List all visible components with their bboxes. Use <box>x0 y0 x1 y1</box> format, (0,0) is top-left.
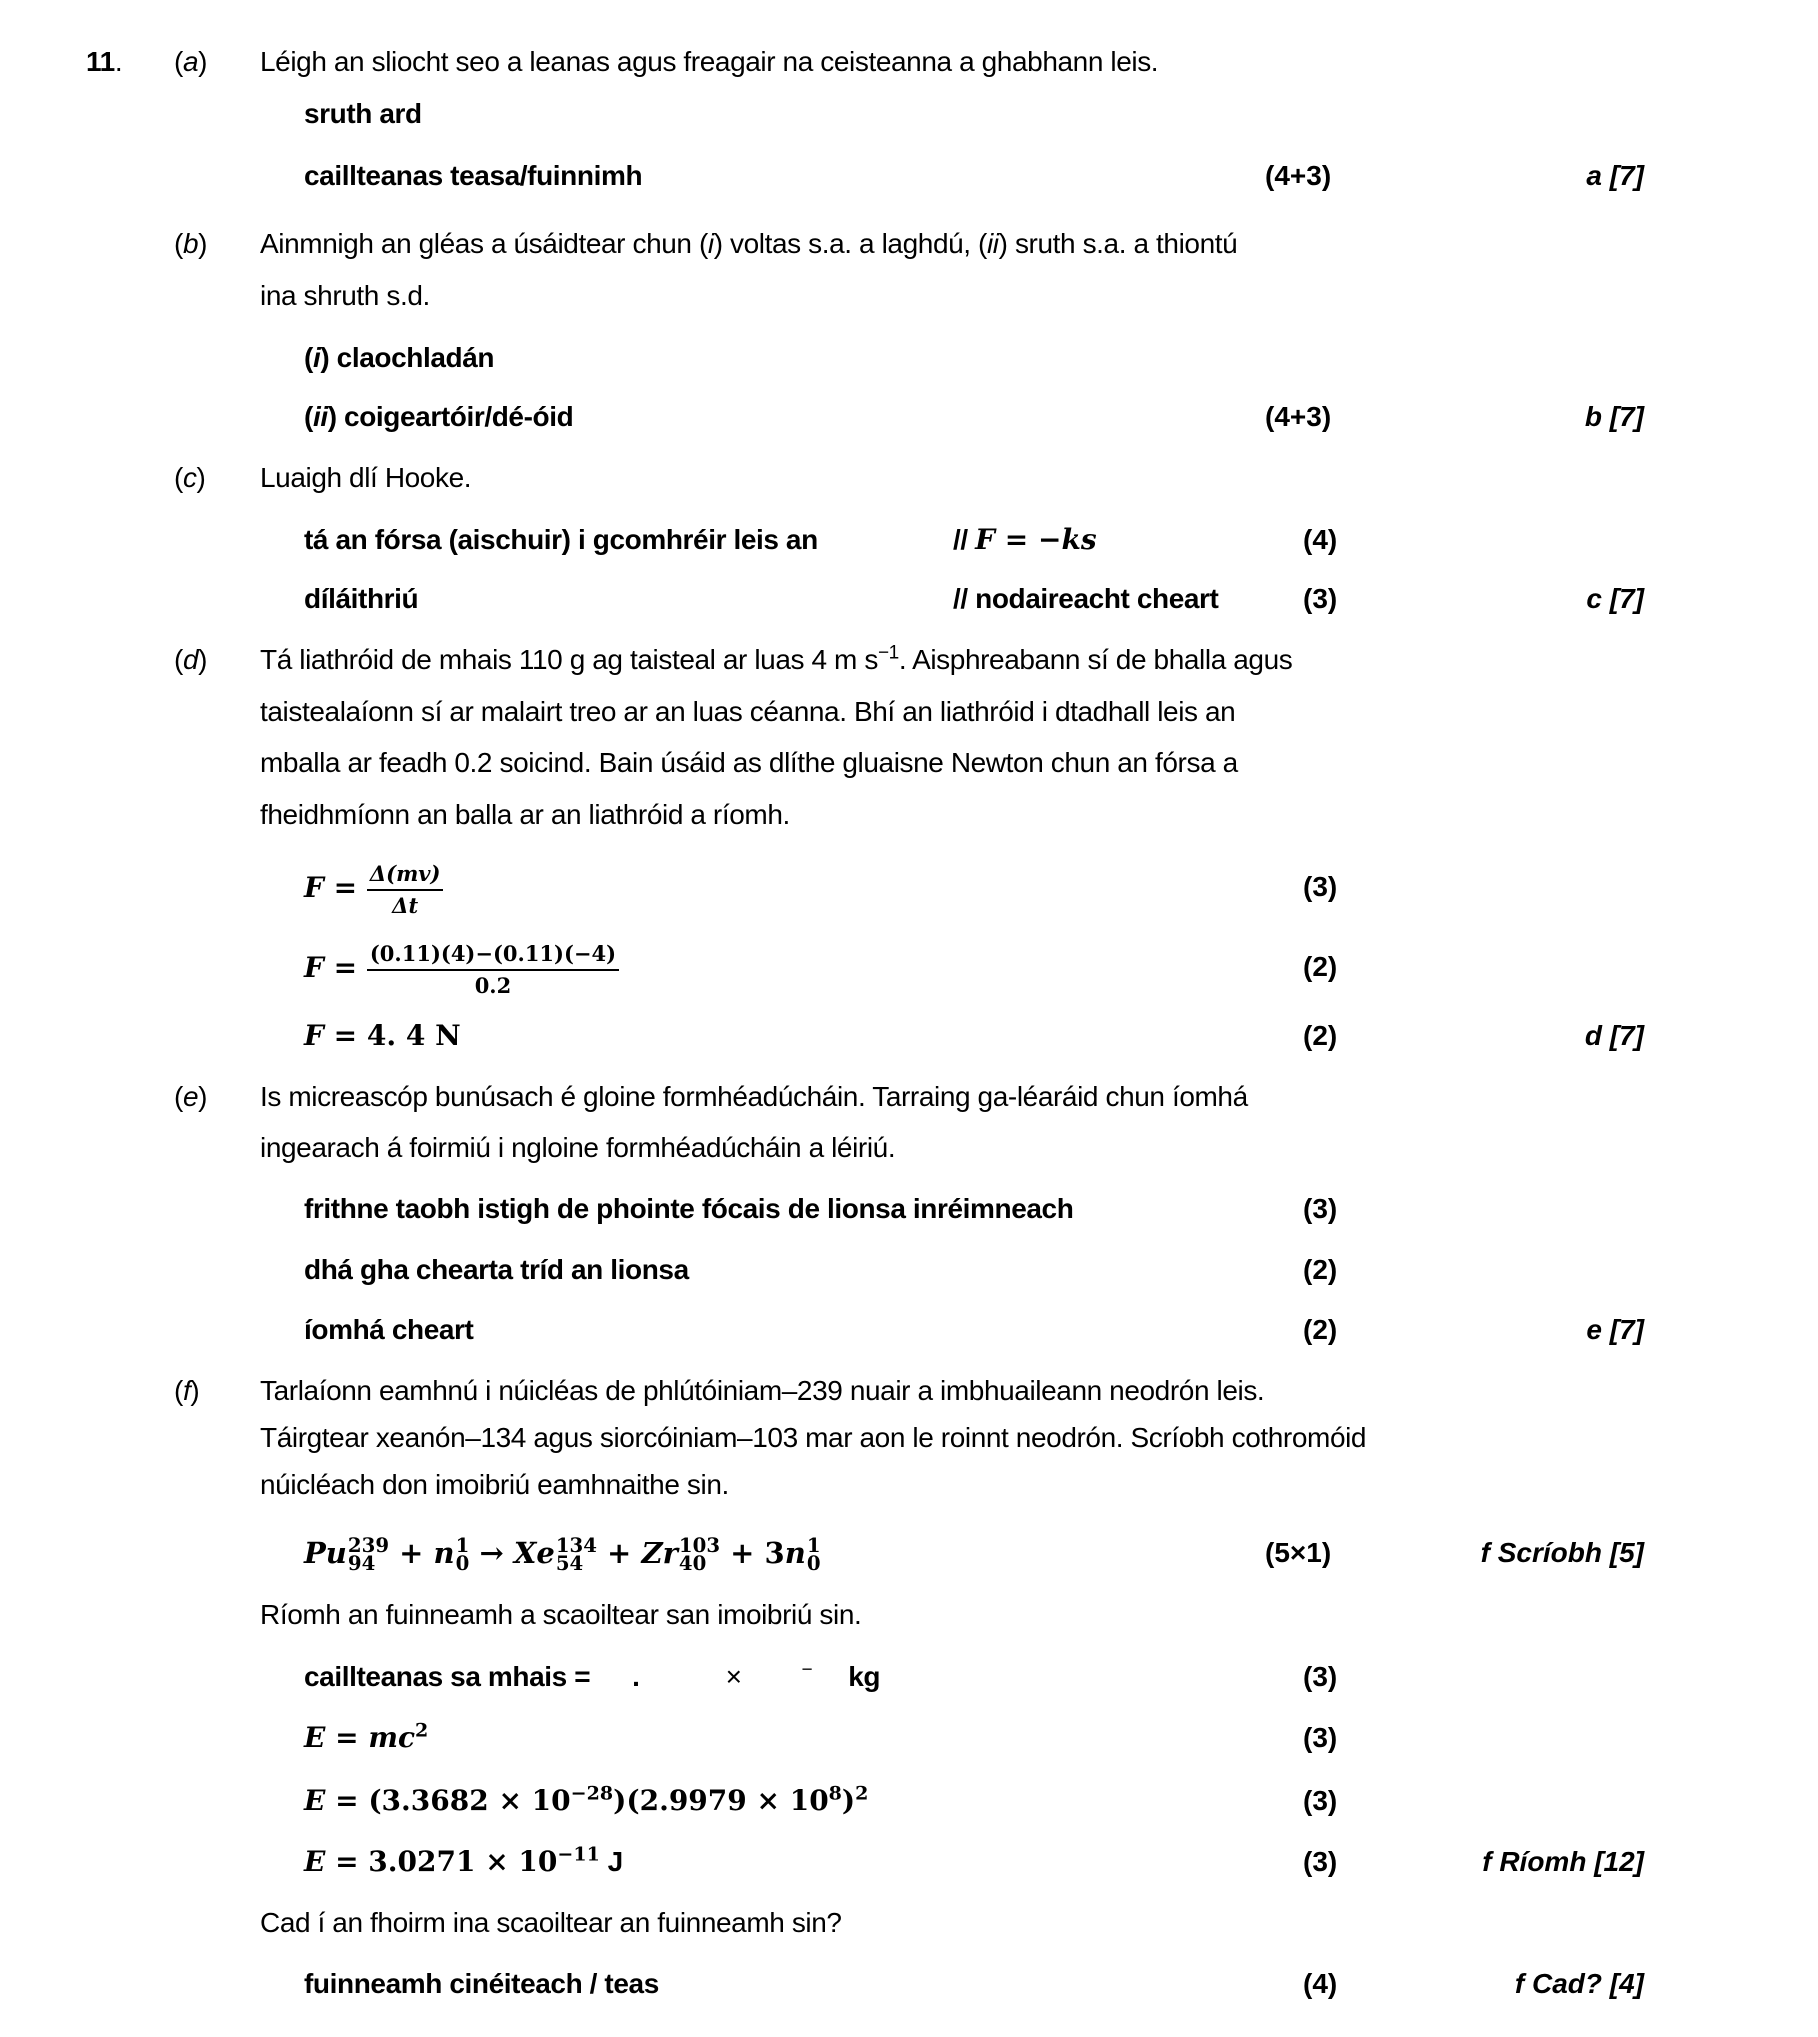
part-c-alt-formula: // F = −ks <box>953 523 1097 556</box>
part-d-mark-2: (2) <box>1303 951 1338 982</box>
part-f-equation-total: f Scríobh [5] <box>1480 1537 1644 1568</box>
part-e-total: e [7] <box>1586 1314 1644 1345</box>
part-d-working-1: F = $\frac{\Delta(mv)}{\Delta t}$ <box>304 858 443 918</box>
part-c-answer-2: díláithriú <box>304 583 419 614</box>
part-f-form-total: f Cad? [4] <box>1514 1968 1644 1999</box>
part-d-mark-1: (3) <box>1303 871 1338 902</box>
part-f-equation-mark: (5×1) <box>1265 1537 1332 1568</box>
part-d-working-3: F = 4. 4 N <box>304 1019 461 1052</box>
nuclear-equation: Pu 239 94 + n 1 0 → Xe 134 54 + Zr 103 40 + 3n 1 0 <box>304 1533 821 1575</box>
part-f-calc-prompt: Ríomh an fuinneamh a scaoiltear san imoibriú sin. <box>260 1599 862 1630</box>
part-f-mass-loss-mark: (3) <box>1303 1661 1338 1692</box>
part-f-emc2-mark: (3) <box>1303 1722 1338 1753</box>
part-d-label: (d) <box>174 644 208 675</box>
part-c-alt-notation: // nodaireacht cheart <box>953 583 1219 614</box>
part-f-prompt-line3: núicléach don imoibriú eamhnaithe sin. <box>260 1469 729 1500</box>
part-a-total: a [7] <box>1586 160 1644 191</box>
part-d-mark-3: (2) <box>1303 1020 1338 1051</box>
part-f-substitution: $E = (3.3682 \times 10^{-28})(2.9979 \times 10^8)^2$ <box>304 1782 869 1817</box>
part-b-total: b [7] <box>1584 401 1644 432</box>
part-d-prompt-line4: fheidhmíonn an balla ar an liathróid a ríomh. <box>260 799 790 830</box>
part-e-answer-3: íomhá cheart <box>304 1314 474 1345</box>
part-b-answer-ii: (ii) coigeartóir/dé-óid <box>304 401 574 432</box>
part-a-answer-1: sruth ard <box>304 98 422 129</box>
part-e-prompt-line2: ingearach á foirmiú i ngloine formhéadúcháin a léiriú. <box>260 1132 896 1163</box>
part-f-prompt-line1: Tarlaíonn eamhnú i núicléas de phlútóiniam–239 nuair a imbhuaileann neodrón leis. <box>260 1375 1265 1406</box>
part-f-result-total: f Ríomh [12] <box>1482 1846 1644 1877</box>
question-number: 11. <box>86 46 123 77</box>
part-b-label: (b) <box>174 228 208 259</box>
part-b-answer-i: (i) claochladán <box>304 342 495 373</box>
part-c-prompt: Luaigh dlí Hooke. <box>260 462 472 493</box>
part-f-substitution-mark: (3) <box>1303 1785 1338 1816</box>
part-f-emc2: $E = mc^2$ <box>304 1719 429 1754</box>
part-e-prompt-line1: Is micreascóp bunúsach é gloine formhéadúcháin. Tarraing ga-léaráid chun íomhá <box>260 1081 1248 1112</box>
part-c-answer-1: tá an fórsa (aischuir) i gcomhréir leis an <box>304 524 818 555</box>
part-d-prompt-line2: taistealaíonn sí ar malairt treo ar an luas céanna. Bhí an liathróid i dtadhall leis an <box>260 696 1236 727</box>
part-f-form-prompt: Cad í an fhoirm ina scaoiltear an fuinneamh sin? <box>260 1907 842 1938</box>
part-d-prompt-line1: Tá liathróid de mhais 110 g ag taisteal ar luas 4 m $s^{-1}$. Aisphreabann sí de bhalla agus <box>260 642 1293 675</box>
part-e-answer-2: dhá gha chearta tríd an lionsa <box>304 1254 689 1285</box>
part-f-form-mark: (4) <box>1303 1968 1338 1999</box>
part-f-result: $E = 3.0271 \times 10^{-11}$ J <box>304 1843 624 1878</box>
part-c-total: c [7] <box>1586 583 1644 614</box>
part-b-prompt-line2: ina shruth s.d. <box>260 280 430 311</box>
part-f-prompt-line2: Táirgtear xeanón–134 agus siorcóiniam–103 mar aon le roinnt neodrón. Scríobh cothromóid <box>260 1422 1367 1453</box>
part-c-label: (c) <box>174 462 206 493</box>
part-a-label: (a) <box>174 46 208 77</box>
part-c-mark-1: (4) <box>1303 524 1338 555</box>
part-d-prompt-line3: mballa ar feadh 0.2 soicind. Bain úsáid as dlíthe gluaisne Newton chun an fórsa a <box>260 747 1238 778</box>
part-d-working-2: F = $\frac{(0.11)(4)-(0.11)(-4)}{0.2}$ <box>304 938 619 998</box>
part-f-label: (f) <box>174 1375 200 1406</box>
part-e-mark-2: (2) <box>1303 1254 1338 1285</box>
part-f-form-answer: fuinneamh cinéiteach / teas <box>304 1968 659 1999</box>
part-c-mark-2: (3) <box>1303 583 1338 614</box>
part-a-answer-2: caillteanas teasa/fuinnimh <box>304 160 643 191</box>
part-b-mark: (4+3) <box>1265 401 1332 432</box>
part-a-mark: (4+3) <box>1265 160 1332 191</box>
part-e-label: (e) <box>174 1081 208 1112</box>
part-f-result-mark: (3) <box>1303 1846 1338 1877</box>
part-d-total: d [7] <box>1584 1020 1644 1051</box>
part-e-mark-1: (3) <box>1303 1193 1338 1224</box>
part-a-prompt: Léigh an sliocht seo a leanas agus freagair na ceisteanna a ghabhann leis. <box>260 46 1159 77</box>
part-e-mark-3: (2) <box>1303 1314 1338 1345</box>
part-e-answer-1: frithne taobh istigh de phointe fócais de lionsa inréimneach <box>304 1193 1074 1224</box>
part-f-mass-loss: caillteanas sa mhais = . × − kg <box>304 1659 881 1692</box>
part-b-prompt: Ainmnigh an gléas a úsáidtear chun (i) voltas s.a. a laghdú, (ii) sruth s.a. a thiontú <box>260 228 1238 259</box>
